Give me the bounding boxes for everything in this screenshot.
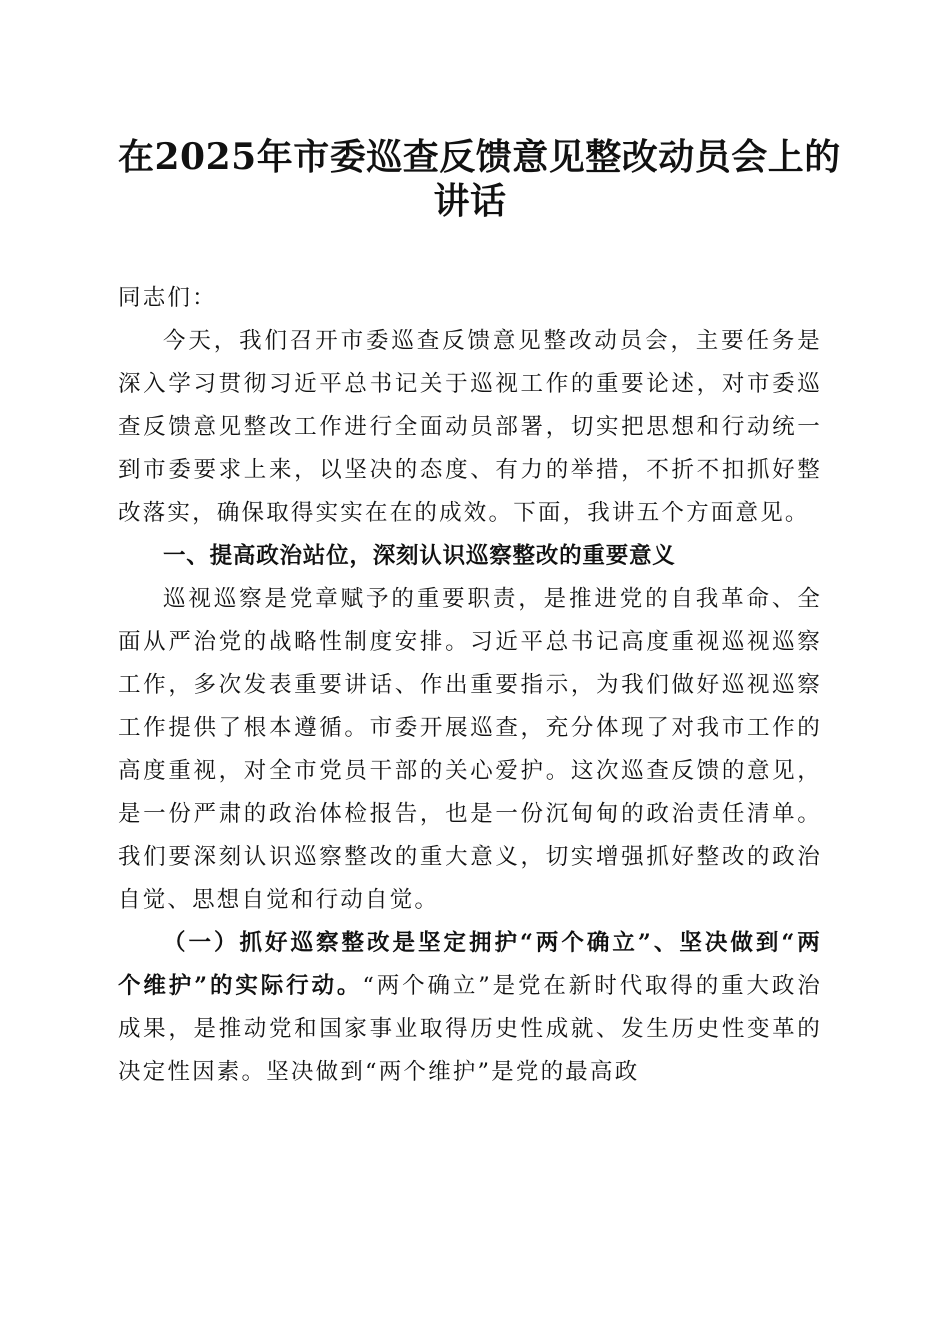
subsection-1-heading: （一）抓好巡察整改是坚定拥护“两个确立”、坚决做到“两个维护”的实际行动。 — [118, 930, 822, 999]
salutation: 同志们： — [118, 285, 217, 311]
subsection-1-text: “两个确立”是党在新时代取得的重大政治成果，是推动党和国家事业取得历史性成就、发生历史性变革的决定性因素。坚决做到“两个维护”是党的最高政 — [118, 973, 822, 1085]
subsection-1-paragraph — [118, 922, 822, 1094]
section-1-heading: 一、提高政治站位，深刻认识巡察整改的重要意义 — [163, 543, 676, 569]
section-1-paragraph: 巡视巡察是党章赋予的重要职责，是推进党的自我革命、全面从严治党的战略性制度安排。习近平总书记高度重视巡视巡察工作，多次发表重要讲话、作出重要指示，为我们做好巡视巡察工作提供了根本遵循。市委开展巡查，充分体现了对我市工作的高度重视，对全市党员干部的关心爱护。这次巡查反馈的意见，是一份严肃的政治体检报告，也是一份沉甸甸的政治责任清单。我们要深刻认识巡察整改的重大意义，切实增强抓好整改的政治自觉、思想自觉和行动自觉。 — [118, 586, 822, 913]
document-title — [118, 135, 841, 223]
title-line-2: 讲话 — [433, 180, 507, 222]
document-body — [118, 277, 822, 1094]
intro-paragraph: 今天，我们召开市委巡查反馈意见整改动员会，主要任务是深入学习贯彻习近平总书记关于巡视工作的重要论述，对市委巡查反馈意见整改工作进行全面动员部署，切实把思想和行动统一到市委要求上来，以坚决的态度、有力的举措，不折不扣抓好整改落实，确保取得实实在在的成效。下面，我讲五个方面意见。 — [118, 328, 822, 526]
title-line-1: 在2025年市委巡查反馈意见整改动员会上的 — [118, 136, 841, 178]
